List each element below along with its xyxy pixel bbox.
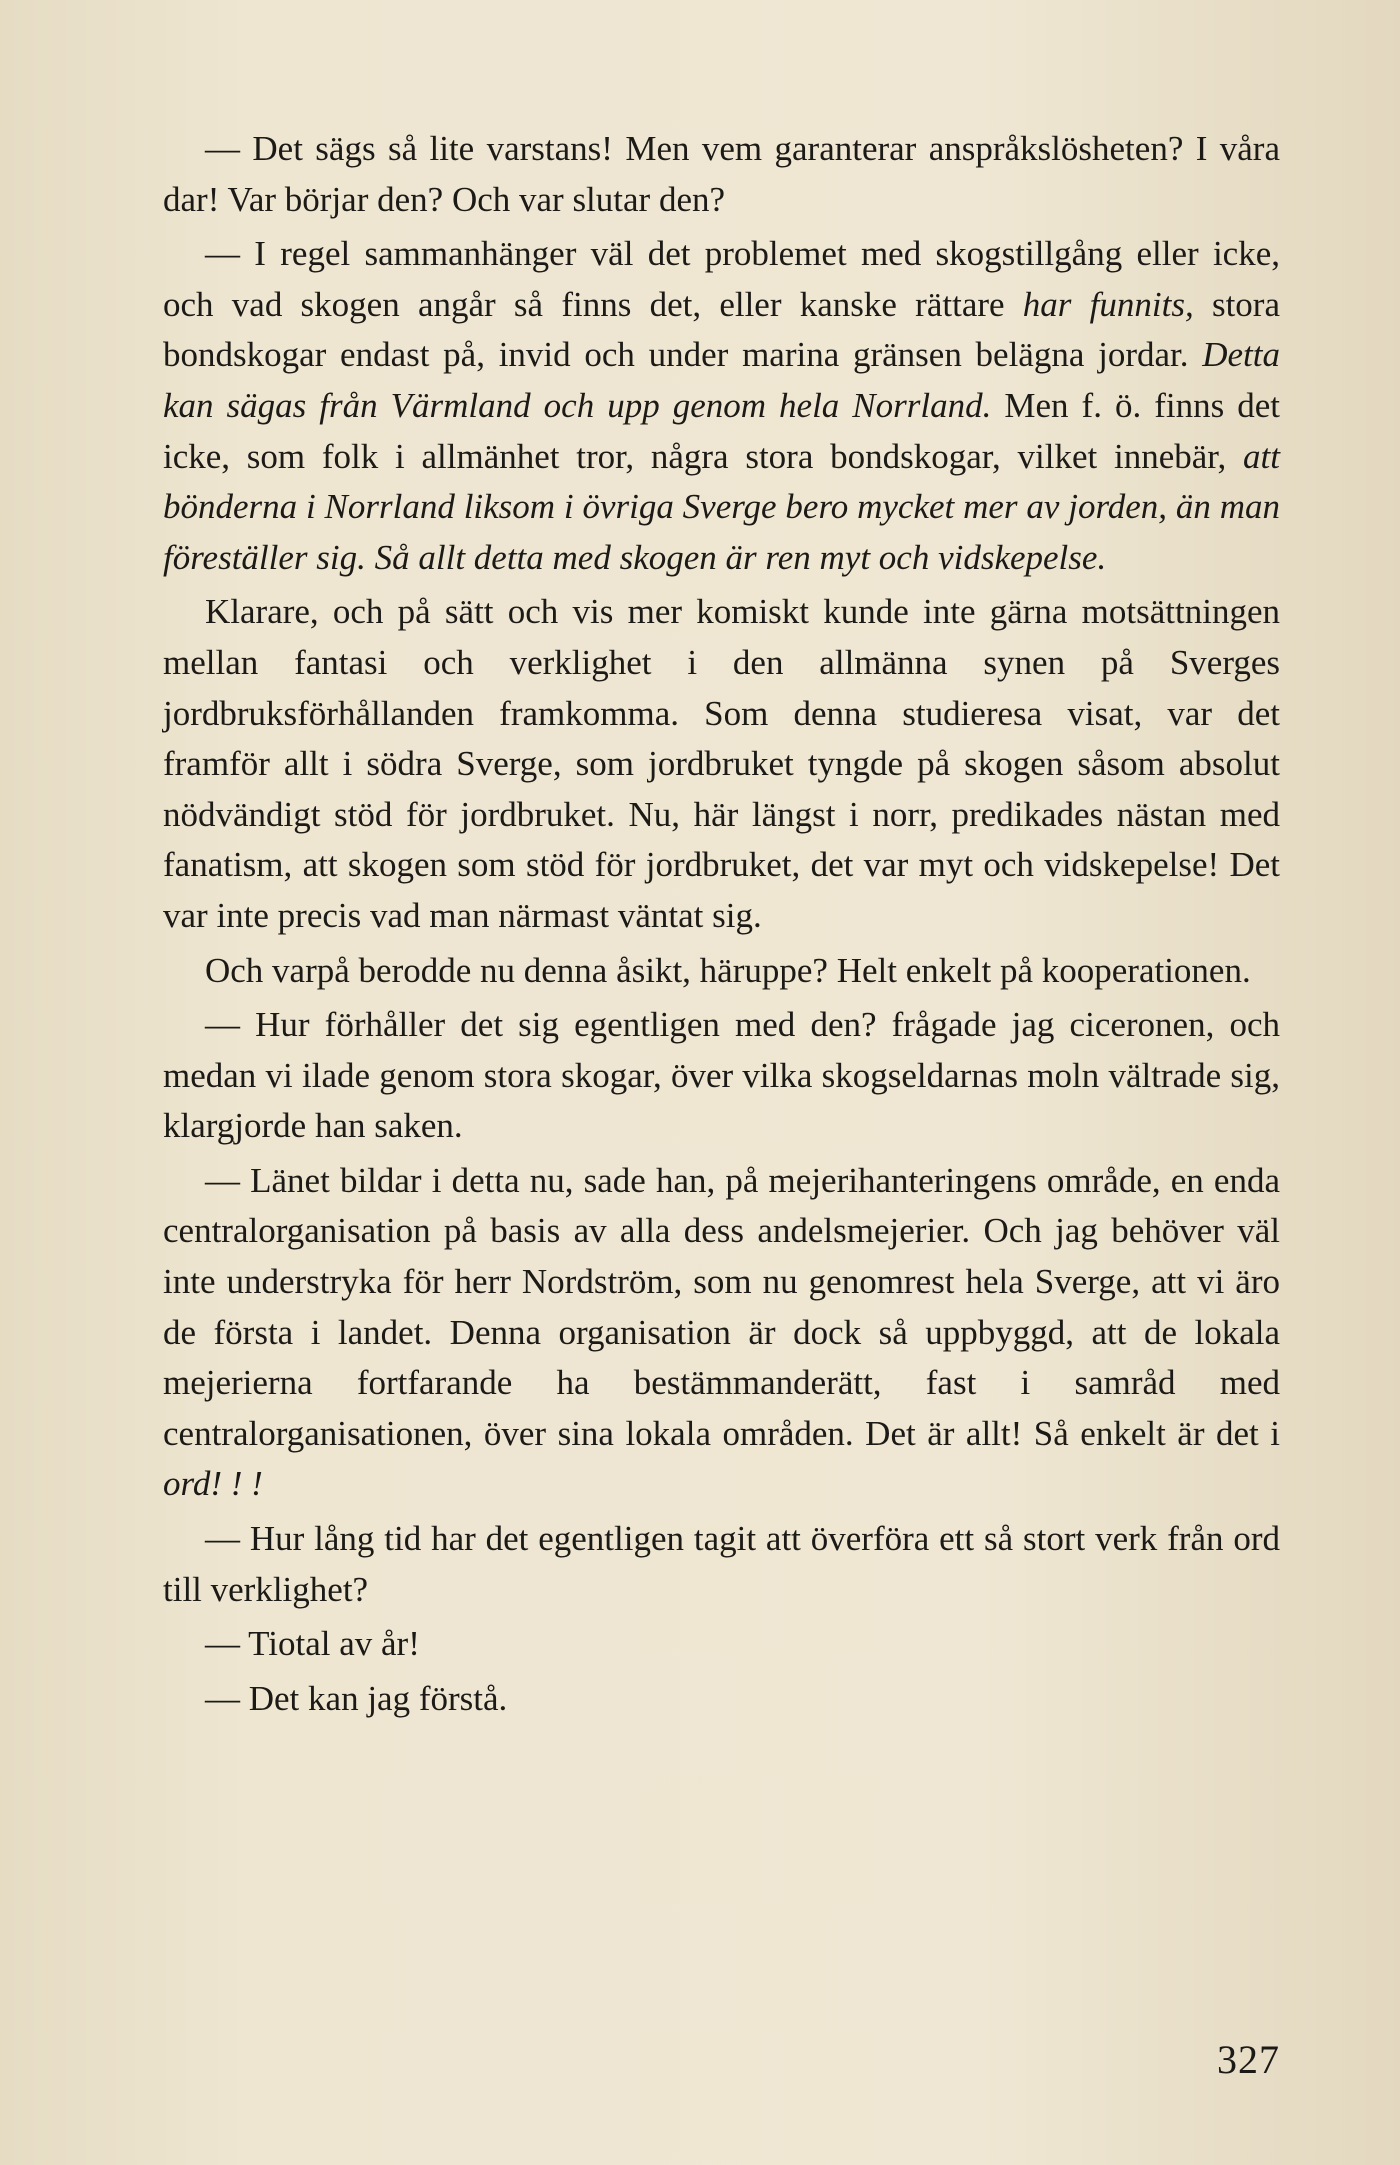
italic-text: har funnits, xyxy=(1022,284,1194,324)
paragraph xyxy=(163,124,1280,225)
text-segment: — Hur lång tid har det egentligen tagit att överföra ett så stort verk från ord till verklighet? xyxy=(163,1519,1280,1609)
paragraph xyxy=(163,1674,1280,1725)
italic-text: att bönderna i Norrland liksom i övriga Sverge bero mycket mer av jorden, än man föreställer sig. Så allt detta med skogen är ren myt och vidskepelse. xyxy=(163,436,1280,577)
text-segment: — Tiotal av år! xyxy=(205,1624,420,1664)
paragraph xyxy=(163,229,1280,583)
paragraph xyxy=(163,1619,1280,1670)
italic-text: ord! ! ! xyxy=(163,1464,263,1504)
text-segment: — I regel sammanhänger väl det problemet med skogstillgång eller icke, och vad skogen angår så finns det, eller kanske rättare xyxy=(163,234,1280,324)
paragraph xyxy=(163,1000,1280,1152)
text-segment: Och varpå berodde nu denna åsikt, häruppe? Helt enkelt på kooperationen. xyxy=(205,950,1251,990)
italic-text: Detta kan sägas från Värmland och upp genom hela Norrland. xyxy=(163,335,1280,425)
text-segment: Men f. ö. finns det icke, som folk i allmänhet tror, några stora bondskogar, vilket innebär, xyxy=(163,385,1280,476)
text-segment: — Hur förhåller det sig egentligen med den? frågade jag ciceronen, och medan vi ilade genom stora skogar, över vilka skogseldarnas moln vältrade sig, klargjorde han saken. xyxy=(163,1005,1280,1146)
paragraph xyxy=(163,1514,1280,1615)
text-segment: — Det sägs så lite varstans! Men vem garanterar anspråkslösheten? I våra dar! Var börjar den? Och var slutar den? xyxy=(163,129,1280,219)
paragraph xyxy=(163,1156,1280,1510)
text-segment: — Det kan jag förstå. xyxy=(205,1678,508,1718)
text-segment: Klarare, och på sätt och vis mer komiskt kunde inte gärna motsättningen mellan fantasi och verklighet i den allmänna synen på Sverges jordbruksförhållanden framkomma. Som denna studieresa visat, var det framför allt i södra Sverge, som jordbruket tyngde på skogen såsom absolut nödvändigt stöd för jordbruket. Nu, här längst i norr, predikades nästan med fanatism, att skogen som stöd för jordbruket, det var myt och vidskepelse! Det var inte precis vad man närmast väntat sig. xyxy=(163,592,1280,935)
body-text xyxy=(163,124,1280,1724)
page-number: 327 xyxy=(1217,2037,1280,2082)
paragraph xyxy=(163,587,1280,941)
paragraph xyxy=(163,946,1280,997)
text-segment: — Länet bildar i detta nu, sade han, på mejerihanteringens område, en enda centralorganisation på basis av alla dess andelsmejerier. Och jag behöver väl inte understryka för herr Nordström, som nu genomrest hela Sverge, att vi äro de första i landet. Denna organisation är dock så uppbyggd, att de lokala mejerierna fortfarande ha bestämmanderätt, fast i samråd med centralorganisationen, över sina lokala områden. Det är allt! Så enkelt är det i xyxy=(163,1160,1280,1453)
text-segment: stora bondskogar endast på, invid och under marina gränsen belägna jordar. xyxy=(163,284,1280,375)
